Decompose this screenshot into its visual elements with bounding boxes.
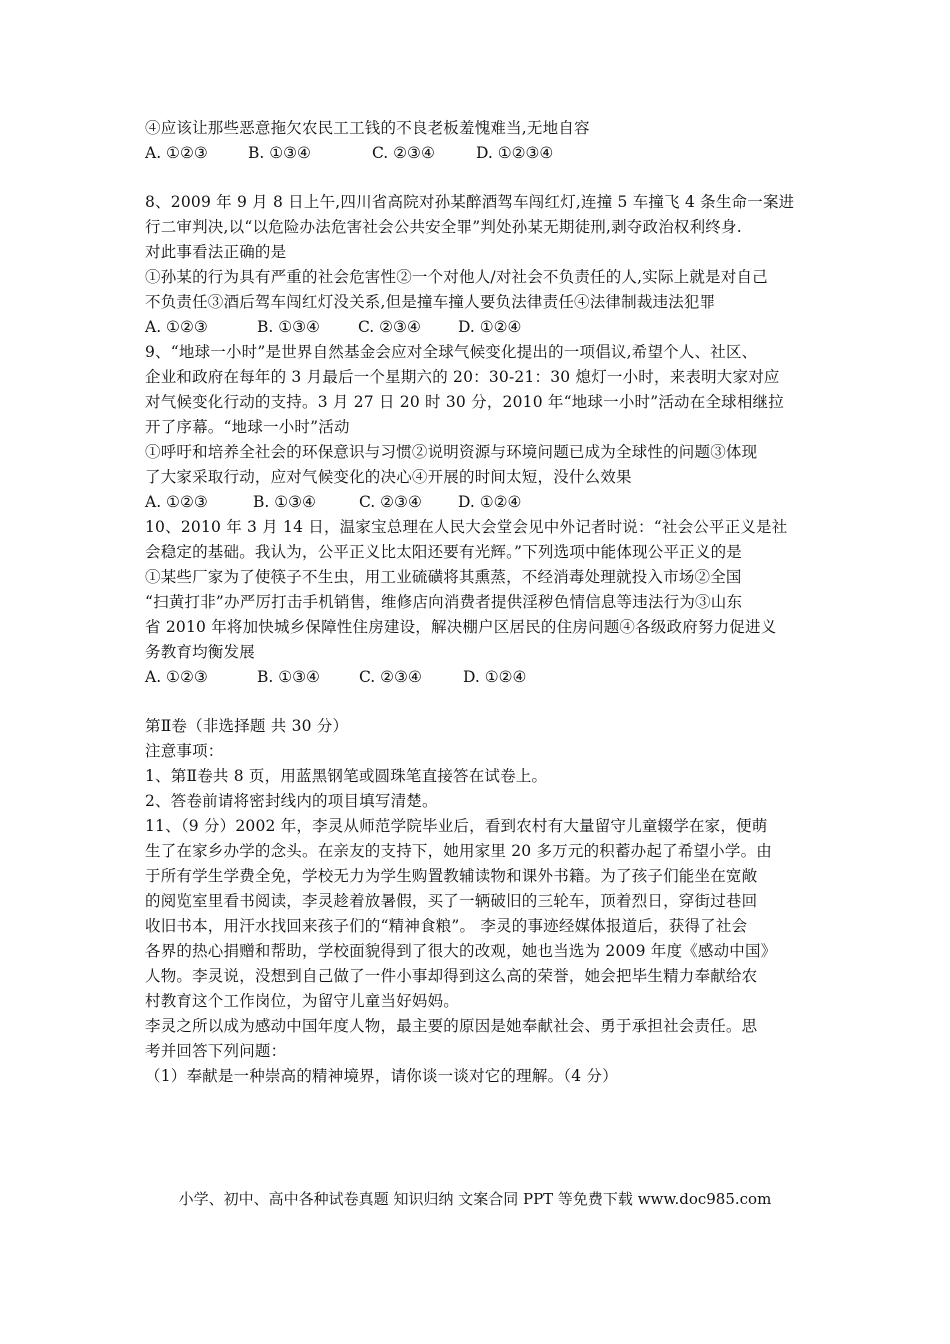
q9-option-a: A. ①②③ bbox=[145, 493, 208, 511]
q7-option-d: D. ①②③④ bbox=[476, 144, 554, 162]
part2-notes-heading: 注意事项： bbox=[145, 742, 224, 760]
q9-line-2: 企业和政府在每年的 3 月最后一个星期六的 20：30-21：30 熄灯一小时，来表明大家对应 bbox=[145, 368, 780, 386]
q10-line-6: 务教育均衡发展 bbox=[145, 643, 255, 661]
q11-subquestion-1: （1）奉献是一种崇高的精神境界，请你谈一谈对它的理解。（4 分） bbox=[145, 1067, 618, 1085]
q8-line-1: 8、2009 年 9 月 8 日上午,四川省高院对孙某醉酒驾车闯红灯,连撞 5 车撞飞 4 条生命一案进 bbox=[145, 193, 795, 211]
part2-note-1: 1、第Ⅱ卷共 8 页，用蓝黑钢笔或圆珠笔直接答在试卷上。 bbox=[145, 767, 548, 785]
q10-option-d: D. ①②④ bbox=[463, 668, 527, 686]
q10-option-b: B. ①③④ bbox=[257, 668, 320, 686]
q11-line-8: 村教育这个工作岗位，为留守儿童当好妈妈。 bbox=[145, 992, 460, 1010]
q11-line-9: 李灵之所以成为感动中国年度人物，最主要的原因是她奉献社会、勇于承担社会责任。思 bbox=[145, 1017, 758, 1035]
q9-option-c: C. ②③④ bbox=[359, 493, 422, 511]
q11-line-7: 人物。李灵说，没想到自己做了一件小事却得到这么高的荣誉，她会把毕生精力奉献给农 bbox=[145, 967, 758, 985]
q11-line-6: 各界的热心捐赠和帮助，学校面貌得到了很大的改观，她也当选为 2009 年度《感动中国》 bbox=[145, 942, 777, 960]
q9-line-4: 开了序幕。“地球一小时”活动 bbox=[145, 418, 350, 436]
q10-line-1: 10、2010 年 3 月 14 日，温家宝总理在人民大会堂会见中外记者时说：“社会公平正义是社 bbox=[145, 518, 788, 536]
q11-line-5: 收旧书本，用汗水找回来孩子们的“精神食粮”。 李灵的事迹经媒体报道后，获得了社会 bbox=[145, 917, 748, 935]
q8-line-3: 对此事看法正确的是 bbox=[145, 243, 287, 261]
q11-line-1: 11、（9 分）2002 年，李灵从师范学院毕业后，看到农村有大量留守儿童辍学在家，便萌 bbox=[145, 817, 768, 835]
q8-line-5: 不负责任③酒后驾车闯红灯没关系,但是撞车撞人要负法律责任④法律制裁违法犯罪 bbox=[145, 293, 716, 311]
q7-item4: ④应该让那些恶意拖欠农民工工钱的不良老板羞愧难当,无地自容 bbox=[145, 119, 590, 137]
q9-option-d: D. ①②④ bbox=[458, 493, 522, 511]
q8-option-d: D. ①②④ bbox=[458, 318, 522, 336]
q9-option-b: B. ①③④ bbox=[253, 493, 316, 511]
q10-line-3: ①某些厂家为了使筷子不生虫，用工业硫磺将其熏蒸，不经消毒处理就投入市场②全国 bbox=[145, 568, 742, 586]
q9-line-5: ①呼吁和培养全社会的环保意识与习惯②说明资源与环境问题已成为全球性的问题③体现 bbox=[145, 443, 758, 461]
part2-note-2: 2、答卷前请将密封线内的项目填写清楚。 bbox=[145, 792, 438, 810]
q8-option-b: B. ①③④ bbox=[257, 318, 320, 336]
q10-option-c: C. ②③④ bbox=[359, 668, 422, 686]
q10-line-4: “扫黄打非”办严厉打击手机销售，维修店向消费者提供淫秽色情信息等违法行为③山东 bbox=[145, 593, 743, 611]
q7-option-b: B. ①③④ bbox=[248, 144, 311, 162]
q11-line-4: 的阅览室里看书阅读，李灵趁着放暑假，买了一辆破旧的三轮车，顶着烈日，穿街过巷回 bbox=[145, 892, 758, 910]
q9-line-1: 9、“地球一小时”是世界自然基金会应对全球气候变化提出的一项倡议,希望个人、社区、 bbox=[145, 343, 758, 361]
q10-option-a: A. ①②③ bbox=[145, 668, 208, 686]
q7-option-a: A. ①②③ bbox=[145, 144, 208, 162]
q8-option-c: C. ②③④ bbox=[358, 318, 421, 336]
q8-line-4: ①孙某的行为具有严重的社会危害性②一个对他人/对社会不负责任的人,实际上就是对自己 bbox=[145, 268, 768, 286]
q8-option-a: A. ①②③ bbox=[145, 318, 208, 336]
q11-line-10: 考并回答下列问题： bbox=[145, 1042, 287, 1060]
page-footer: 小学、初中、高中各种试卷真题 知识归纳 文案合同 PPT 等免费下载 www.doc985.com bbox=[178, 1190, 772, 1208]
q9-line-3: 对气候变化行动的支持。3 月 27 日 20 时 30 分，2010 年“地球一小时”活动在全球相继拉 bbox=[145, 393, 784, 411]
q9-line-6: 了大家采取行动，应对气候变化的决心④开展的时间太短，没什么效果 bbox=[145, 468, 632, 486]
q10-line-2: 会稳定的基础。我认为，公平正义比太阳还要有光辉。”下列选项中能体现公平正义的是 bbox=[145, 543, 742, 561]
q7-option-c: C. ②③④ bbox=[372, 144, 435, 162]
q11-line-3: 于所有学生学费全免，学校无力为学生购置教辅读物和课外书籍。为了孩子们能坐在宽敞 bbox=[145, 867, 758, 885]
part2-title: 第Ⅱ卷（非选择题 共 30 分） bbox=[145, 717, 349, 735]
q11-line-2: 生了在家乡办学的念头。在亲友的支持下，她用家里 20 多万元的积蓄办起了希望小学。由 bbox=[145, 842, 772, 860]
q10-line-5: 省 2010 年将加快城乡保障性住房建设，解决棚户区居民的住房问题④各级政府努力促进义 bbox=[145, 618, 777, 636]
q8-line-2: 行二审判决,以“以危险办法危害社会公共安全罪”判处孙某无期徒刑,剥夺政治权利终身. bbox=[145, 218, 742, 236]
